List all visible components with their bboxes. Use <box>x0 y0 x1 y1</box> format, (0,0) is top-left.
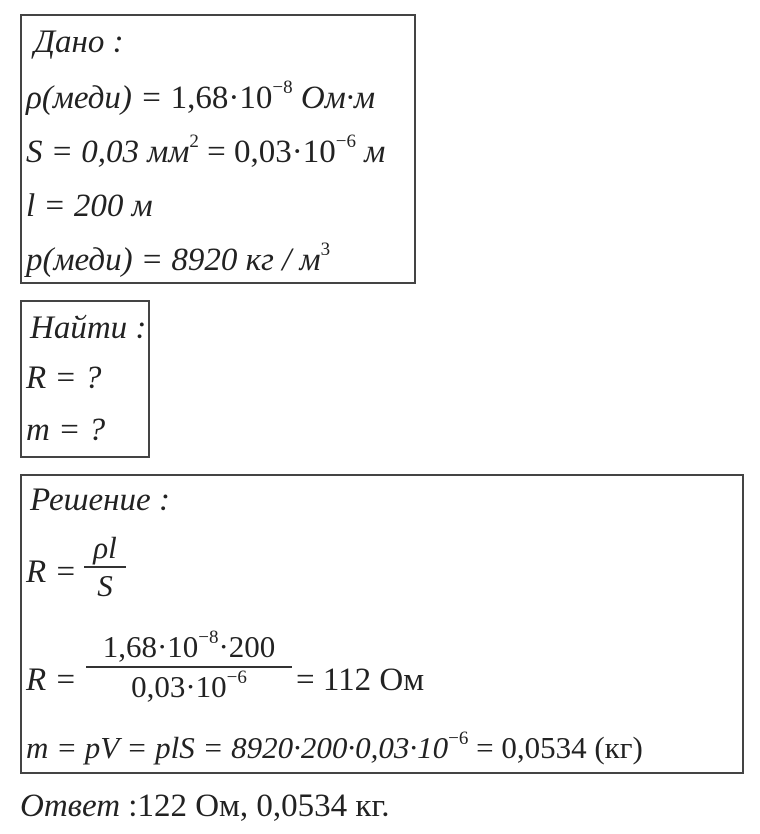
resistivity-unit: Ом·м <box>292 80 376 116</box>
given-density <box>26 240 330 280</box>
given-length: l = 200 м <box>26 188 153 224</box>
given-title: Дано : <box>34 24 124 60</box>
calc-mass <box>26 728 643 768</box>
solution-title: Решение : <box>30 482 170 518</box>
calc-r-num-mantissa: 1,68·10 <box>102 629 199 664</box>
calc-mass-text: m = pV = plS = 8920·200·0,03·10 <box>26 730 449 765</box>
find-resistance: R = ? <box>26 360 102 396</box>
find-mass: m = ? <box>26 412 106 448</box>
area-exponent-1: 2 <box>189 131 199 152</box>
calc-r-result <box>296 660 424 700</box>
calc-r-num-exponent: −8 <box>198 626 219 648</box>
calc-r-result-text: = 112 Ом <box>296 662 425 698</box>
formula-fraction <box>84 530 126 604</box>
calc-r-den-mantissa: 0,03·10 <box>131 669 227 704</box>
density-lhs: p(меди) = 8920 кг / м <box>26 242 321 278</box>
calc-r-fraction <box>86 628 292 706</box>
density-exponent: 3 <box>320 239 331 260</box>
calc-r-lhs: R = <box>26 662 77 698</box>
area-mid: = 0,03·10 <box>198 134 336 170</box>
formula-denominator: S <box>97 568 113 603</box>
resistivity-lhs: ρ(меди) = <box>26 80 171 116</box>
given-resistivity <box>26 78 375 118</box>
answer-label: Ответ <box>20 788 121 824</box>
calc-mass-exponent: −6 <box>448 727 469 749</box>
answer-text: :122 Ом, 0,0534 кг. <box>120 788 390 824</box>
area-unit: м <box>355 134 386 170</box>
resistivity-mantissa: 1,68·10 <box>170 80 273 116</box>
area-lhs: S = 0,03 мм <box>26 134 190 170</box>
area-exponent-2: −6 <box>335 131 356 152</box>
calc-r-den-exponent: −6 <box>226 666 247 688</box>
formula-lhs: R = <box>26 554 77 590</box>
calc-mass-tail: = 0,0534 (кг) <box>468 730 643 765</box>
calc-r-numerator <box>86 628 292 666</box>
resistivity-exponent: −8 <box>272 77 293 98</box>
formula-numerator: ρl <box>93 530 117 565</box>
answer-line <box>20 786 390 826</box>
calc-r-num-tail: ·200 <box>218 629 276 664</box>
calc-r-denominator <box>86 668 292 706</box>
find-title: Найти : <box>30 310 147 346</box>
given-area <box>26 132 385 172</box>
